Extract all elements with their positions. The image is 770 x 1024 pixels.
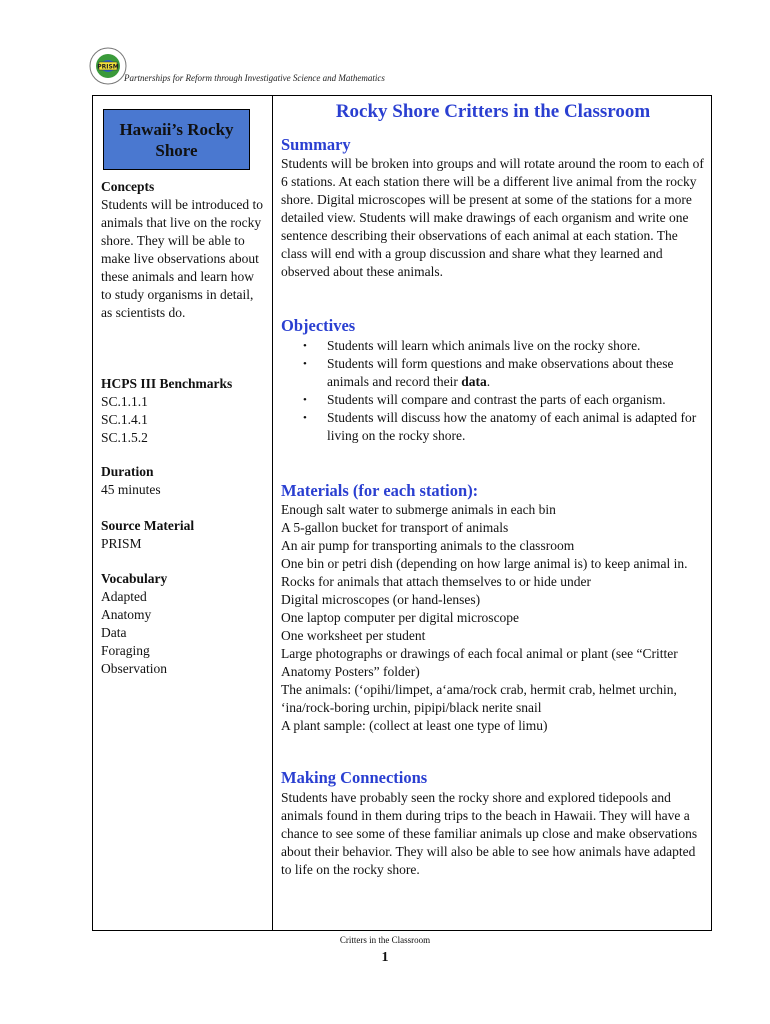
list-item: Rocks for animals that attach themselves to or hide under: [281, 574, 592, 589]
source-value: PRISM: [101, 536, 142, 551]
connections-heading: Making Connections: [281, 768, 428, 787]
objectives-heading: Objectives: [281, 316, 356, 335]
materials-heading: Materials (for each station):: [281, 481, 479, 500]
header-tagline: Partnerships for Reform through Investigative Science and Mathematics: [124, 73, 385, 83]
duration-heading: Duration: [101, 464, 154, 479]
logo-text: PRISM: [97, 63, 119, 71]
concepts-heading: Concepts: [101, 179, 155, 194]
list-item: • Students will discuss how the anatomy of each animal is adapted for living on the rocky shore.: [281, 409, 705, 445]
prism-logo: [88, 46, 128, 86]
list-item: • Students will compare and contrast the parts of each organism.: [281, 391, 705, 409]
list-item: [281, 355, 705, 391]
materials-list: [281, 501, 705, 735]
benchmark-item: SC.1.4.1: [101, 412, 148, 427]
concepts-section: [101, 178, 266, 322]
vocabulary-section: [101, 570, 266, 678]
connections-text: Students have probably seen the rocky shore and explored tidepools and animals found in them during trips to the beach in Hawaii. They will have a chance to see some of these familiar animals up close and make observations about their behavior. They will also be able to see how animals have adapted to life on the rocky shore.: [281, 790, 698, 877]
page-title: Rocky Shore Critters in the Classroom: [335, 101, 651, 122]
list-item: • Students will learn which animals live on the rocky shore.: [281, 337, 705, 355]
summary-text: Students will be broken into groups and will rotate around the room to each of 6 stations. At each station there will be a different live animal from the rocky shore. Digital microscopes will be present at some of the stations for a more detailed view. Students will make drawings of each organism and write one sentence describing their observations of each animal at each station. The class will end with a group discussion and share what they learned and observed about these animals.: [281, 156, 704, 279]
benchmark-item: SC.1.5.2: [101, 430, 148, 445]
list-item: A 5-gallon bucket for transport of animals: [281, 520, 509, 535]
vocabulary-item: Foraging: [101, 643, 150, 658]
source-heading: Source Material: [101, 518, 195, 533]
sidebar: [93, 96, 273, 930]
footer-text: Critters in the Classroom: [339, 935, 431, 945]
summary-heading: Summary: [281, 135, 351, 154]
objectives-list: [281, 337, 705, 445]
objective-bold: data: [461, 374, 487, 389]
page-frame: [92, 95, 712, 931]
concepts-text: Students will be introduced to animals that live on the rocky shore. They will be able to make live observations about these animals and learn how to study organisms in detail, as scientists do.: [101, 197, 263, 320]
list-item: A plant sample: (collect at least one type of limu): [281, 718, 548, 733]
list-item: Enough salt water to submerge animals in each bin: [281, 502, 556, 517]
objective-text: Students will form questions and make observations about these animals and record their: [327, 356, 674, 389]
list-item: The animals: (‘opihi/limpet, a‘ama/rock crab, hermit crab, helmet urchin, ‘ina/rock-boring urchin, pipipi/black nerite snail: [281, 682, 677, 715]
duration-section: [101, 463, 266, 499]
sidebar-title: Hawaii’s Rocky Shore: [103, 109, 250, 170]
benchmark-item: SC.1.1.1: [101, 394, 148, 409]
vocabulary-heading: Vocabulary: [101, 571, 168, 586]
page-number: 1: [381, 950, 389, 965]
objective-end: .: [486, 374, 491, 389]
benchmarks-section: [101, 375, 266, 447]
list-item: One bin or petri dish (depending on how large animal is) to keep animal in.: [281, 556, 688, 571]
source-section: [101, 517, 266, 553]
vocabulary-item: Data: [101, 625, 127, 640]
list-item: Large photographs or drawings of each focal animal or plant (see “Critter Anatomy Posters” folder): [281, 646, 678, 679]
vocabulary-item: Observation: [101, 661, 167, 676]
list-item: Digital microscopes (or hand-lenses): [281, 592, 481, 607]
benchmarks-heading: HCPS III Benchmarks: [101, 376, 233, 391]
list-item: One laptop computer per digital microscope: [281, 610, 520, 625]
vocabulary-item: Anatomy: [101, 607, 152, 622]
duration-value: 45 minutes: [101, 482, 161, 497]
list-item: One worksheet per student: [281, 628, 426, 643]
vocabulary-item: Adapted: [101, 589, 147, 604]
list-item: An air pump for transporting animals to the classroom: [281, 538, 575, 553]
